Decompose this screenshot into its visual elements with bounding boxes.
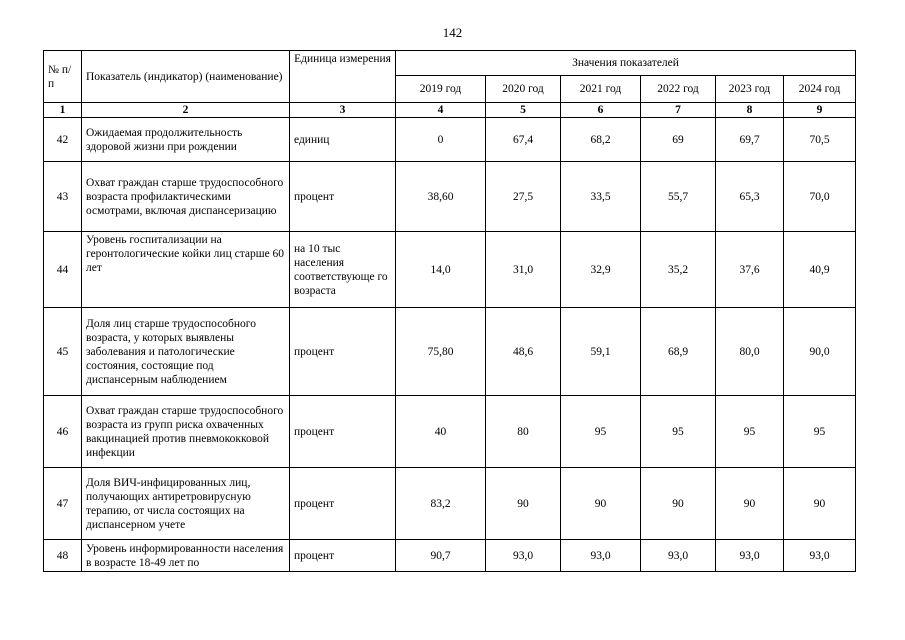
indicators-table xyxy=(43,50,856,572)
unit-cell: процент xyxy=(290,396,396,468)
indicator-name: Ожидаемая продолжительность здоровой жизни при рождении xyxy=(82,118,290,162)
value-cell: 90 xyxy=(716,468,784,540)
table-row xyxy=(44,232,856,308)
unit-cell: процент xyxy=(290,162,396,232)
value-cell: 90 xyxy=(641,468,716,540)
unit-cell: на 10 тыс населения соответствующе го возраста xyxy=(290,232,396,308)
value-cell: 37,6 xyxy=(716,232,784,308)
value-cell: 40,9 xyxy=(784,232,856,308)
row-number: 45 xyxy=(44,308,82,396)
value-cell: 55,7 xyxy=(641,162,716,232)
value-cell: 80 xyxy=(486,396,561,468)
column-number: 7 xyxy=(641,103,716,118)
table-row xyxy=(44,468,856,540)
value-cell: 67,4 xyxy=(486,118,561,162)
header-values-group: Значения показателей xyxy=(396,51,856,76)
value-cell: 93,0 xyxy=(486,540,561,572)
table-row xyxy=(44,162,856,232)
value-cell: 80,0 xyxy=(716,308,784,396)
indicator-name: Уровень госпитализации на геронтологические койки лиц старше 60 лет xyxy=(82,232,290,308)
header-year: 2023 год xyxy=(716,76,784,103)
row-number: 42 xyxy=(44,118,82,162)
table-row xyxy=(44,308,856,396)
value-cell: 48,6 xyxy=(486,308,561,396)
value-cell: 32,9 xyxy=(561,232,641,308)
value-cell: 93,0 xyxy=(561,540,641,572)
value-cell: 69 xyxy=(641,118,716,162)
value-cell: 70,5 xyxy=(784,118,856,162)
row-number: 44 xyxy=(44,232,82,308)
value-cell: 69,7 xyxy=(716,118,784,162)
indicator-name: Охват граждан старше трудоспособного возраста из групп риска охваченных вакцинацией против пневмококковой инфекции xyxy=(82,396,290,468)
value-cell: 68,2 xyxy=(561,118,641,162)
value-cell: 68,9 xyxy=(641,308,716,396)
value-cell: 65,3 xyxy=(716,162,784,232)
unit-cell: процент xyxy=(290,468,396,540)
value-cell: 90,0 xyxy=(784,308,856,396)
column-number: 8 xyxy=(716,103,784,118)
indicator-name: Доля лиц старше трудоспособного возраста, у которых выявлены заболевания и патологические состояния, состоящие под диспансерным наблюдением xyxy=(82,308,290,396)
row-number: 48 xyxy=(44,540,82,572)
value-cell: 35,2 xyxy=(641,232,716,308)
page-number: 142 xyxy=(442,25,463,40)
table-row xyxy=(44,118,856,162)
value-cell: 90,7 xyxy=(396,540,486,572)
header-row xyxy=(44,51,856,76)
indicator-name: Охват граждан старше трудоспособного возраста профилактическими осмотрами, включая диспансеризацию xyxy=(82,162,290,232)
value-cell: 93,0 xyxy=(716,540,784,572)
header-unit: Единица измерения xyxy=(290,51,396,103)
header-year: 2022 год xyxy=(641,76,716,103)
table-row xyxy=(44,396,856,468)
header-year: 2019 год xyxy=(396,76,486,103)
value-cell: 59,1 xyxy=(561,308,641,396)
value-cell: 93,0 xyxy=(784,540,856,572)
column-number: 5 xyxy=(486,103,561,118)
column-number: 9 xyxy=(784,103,856,118)
value-cell: 0 xyxy=(396,118,486,162)
unit-cell: процент xyxy=(290,540,396,572)
header-year: 2020 год xyxy=(486,76,561,103)
value-cell: 31,0 xyxy=(486,232,561,308)
value-cell: 14,0 xyxy=(396,232,486,308)
header-indicator: Показатель (индикатор) (наименование) xyxy=(82,51,290,103)
value-cell: 90 xyxy=(486,468,561,540)
value-cell: 38,60 xyxy=(396,162,486,232)
row-number: 47 xyxy=(44,468,82,540)
header-year: 2024 год xyxy=(784,76,856,103)
row-number: 43 xyxy=(44,162,82,232)
unit-cell: процент xyxy=(290,308,396,396)
value-cell: 70,0 xyxy=(784,162,856,232)
value-cell: 90 xyxy=(784,468,856,540)
value-cell: 33,5 xyxy=(561,162,641,232)
value-cell: 90 xyxy=(561,468,641,540)
value-cell: 40 xyxy=(396,396,486,468)
table-row xyxy=(44,540,856,572)
row-number: 46 xyxy=(44,396,82,468)
value-cell: 95 xyxy=(641,396,716,468)
column-number: 6 xyxy=(561,103,641,118)
value-cell: 83,2 xyxy=(396,468,486,540)
value-cell: 95 xyxy=(716,396,784,468)
column-number: 2 xyxy=(82,103,290,118)
value-cell: 93,0 xyxy=(641,540,716,572)
header-num: № п/п xyxy=(44,51,82,103)
value-cell: 95 xyxy=(561,396,641,468)
column-numbers-row xyxy=(44,103,856,118)
column-number: 3 xyxy=(290,103,396,118)
unit-cell: единиц xyxy=(290,118,396,162)
column-number: 1 xyxy=(44,103,82,118)
value-cell: 27,5 xyxy=(486,162,561,232)
value-cell: 95 xyxy=(784,396,856,468)
column-number: 4 xyxy=(396,103,486,118)
header-year: 2021 год xyxy=(561,76,641,103)
indicator-name: Доля ВИЧ-инфицированных лиц, получающих антиретровирусную терапию, от числа состоящих на диспансерном учете xyxy=(82,468,290,540)
indicator-name: Уровень информированности населения в возрасте 18-49 лет по xyxy=(82,540,290,572)
value-cell: 75,80 xyxy=(396,308,486,396)
